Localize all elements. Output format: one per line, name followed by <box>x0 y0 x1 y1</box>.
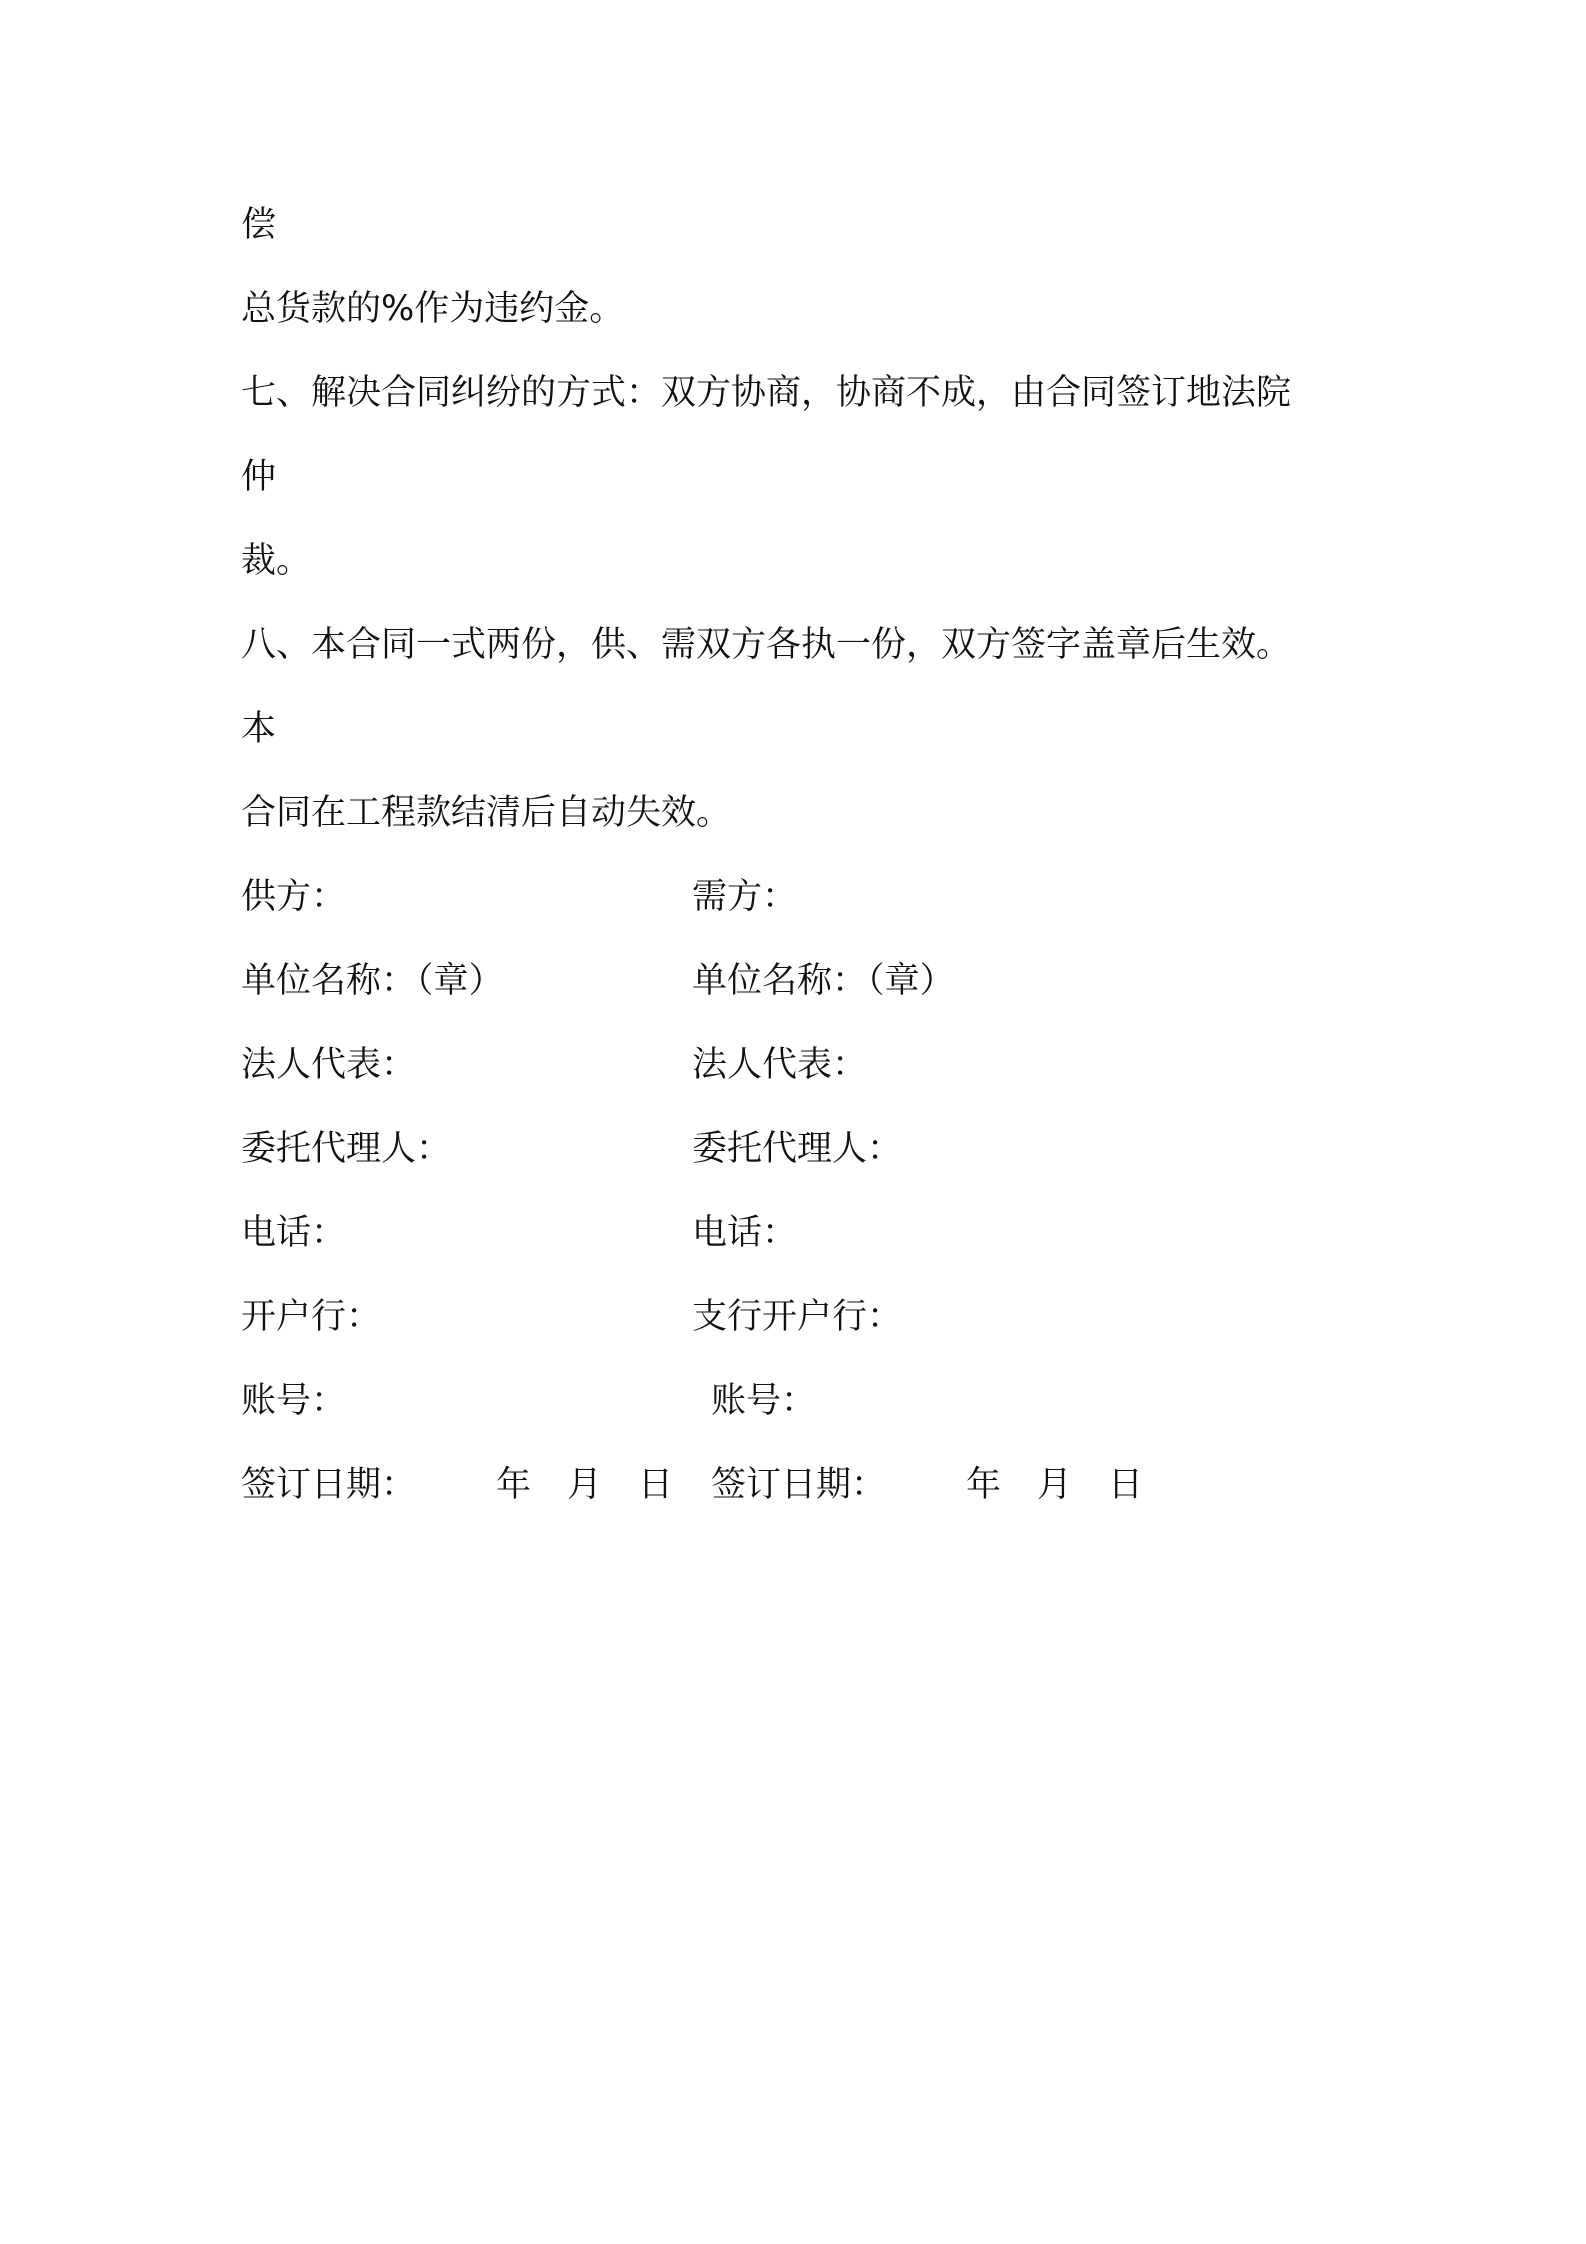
clause-seven-cont-2: 裁。 <box>241 541 312 581</box>
buyer-unit-name-label: 单位名称：（章） <box>692 961 955 1001</box>
supplier-date-year: 年 <box>496 1465 532 1505</box>
buyer-date-row <box>711 1464 1143 1506</box>
paragraph-penalty: 总货款的%作为违约金。 <box>241 289 625 329</box>
clause-eight-copies: 八、本合同一式两份，供、需双方各执一份，双方签字盖章后生效。 <box>241 625 1292 665</box>
buyer-account-label: 账号： <box>711 1381 817 1421</box>
supplier-unit-name-label: 单位名称：（章） <box>241 961 504 1001</box>
supplier-date-label: 签订日期： <box>241 1465 417 1505</box>
buyer-date-year: 年 <box>966 1465 1002 1505</box>
supplier-date-row <box>241 1464 673 1506</box>
buyer-date-label: 签订日期： <box>711 1465 887 1505</box>
buyer-phone-label: 电话： <box>692 1213 798 1253</box>
buyer-bank-label: 支行开户行： <box>692 1297 903 1337</box>
buyer-legal-rep-label: 法人代表： <box>692 1045 868 1085</box>
clause-seven-cont-1: 仲 <box>241 457 277 497</box>
buyer-agent-label: 委托代理人： <box>692 1129 903 1169</box>
supplier-date-day: 日 <box>638 1465 674 1505</box>
paragraph-compensation-tail: 偿 <box>241 205 277 245</box>
clause-eight-cont-1: 本 <box>241 709 277 749</box>
supplier-phone-label: 电话： <box>241 1213 347 1253</box>
buyer-date-month: 月 <box>1037 1465 1073 1505</box>
supplier-party-label: 供方： <box>241 877 347 917</box>
supplier-date-month: 月 <box>567 1465 603 1505</box>
buyer-date-day: 日 <box>1108 1465 1144 1505</box>
clause-eight-cont-2: 合同在工程款结清后自动失效。 <box>241 793 732 833</box>
supplier-legal-rep-label: 法人代表： <box>241 1045 417 1085</box>
supplier-agent-label: 委托代理人： <box>241 1129 452 1169</box>
supplier-bank-label: 开户行： <box>241 1297 382 1337</box>
supplier-account-label: 账号： <box>241 1381 347 1421</box>
buyer-party-label: 需方： <box>692 877 798 917</box>
clause-seven-dispute: 七、解决合同纠纷的方式：双方协商，协商不成，由合同签订地法院 <box>241 373 1292 413</box>
